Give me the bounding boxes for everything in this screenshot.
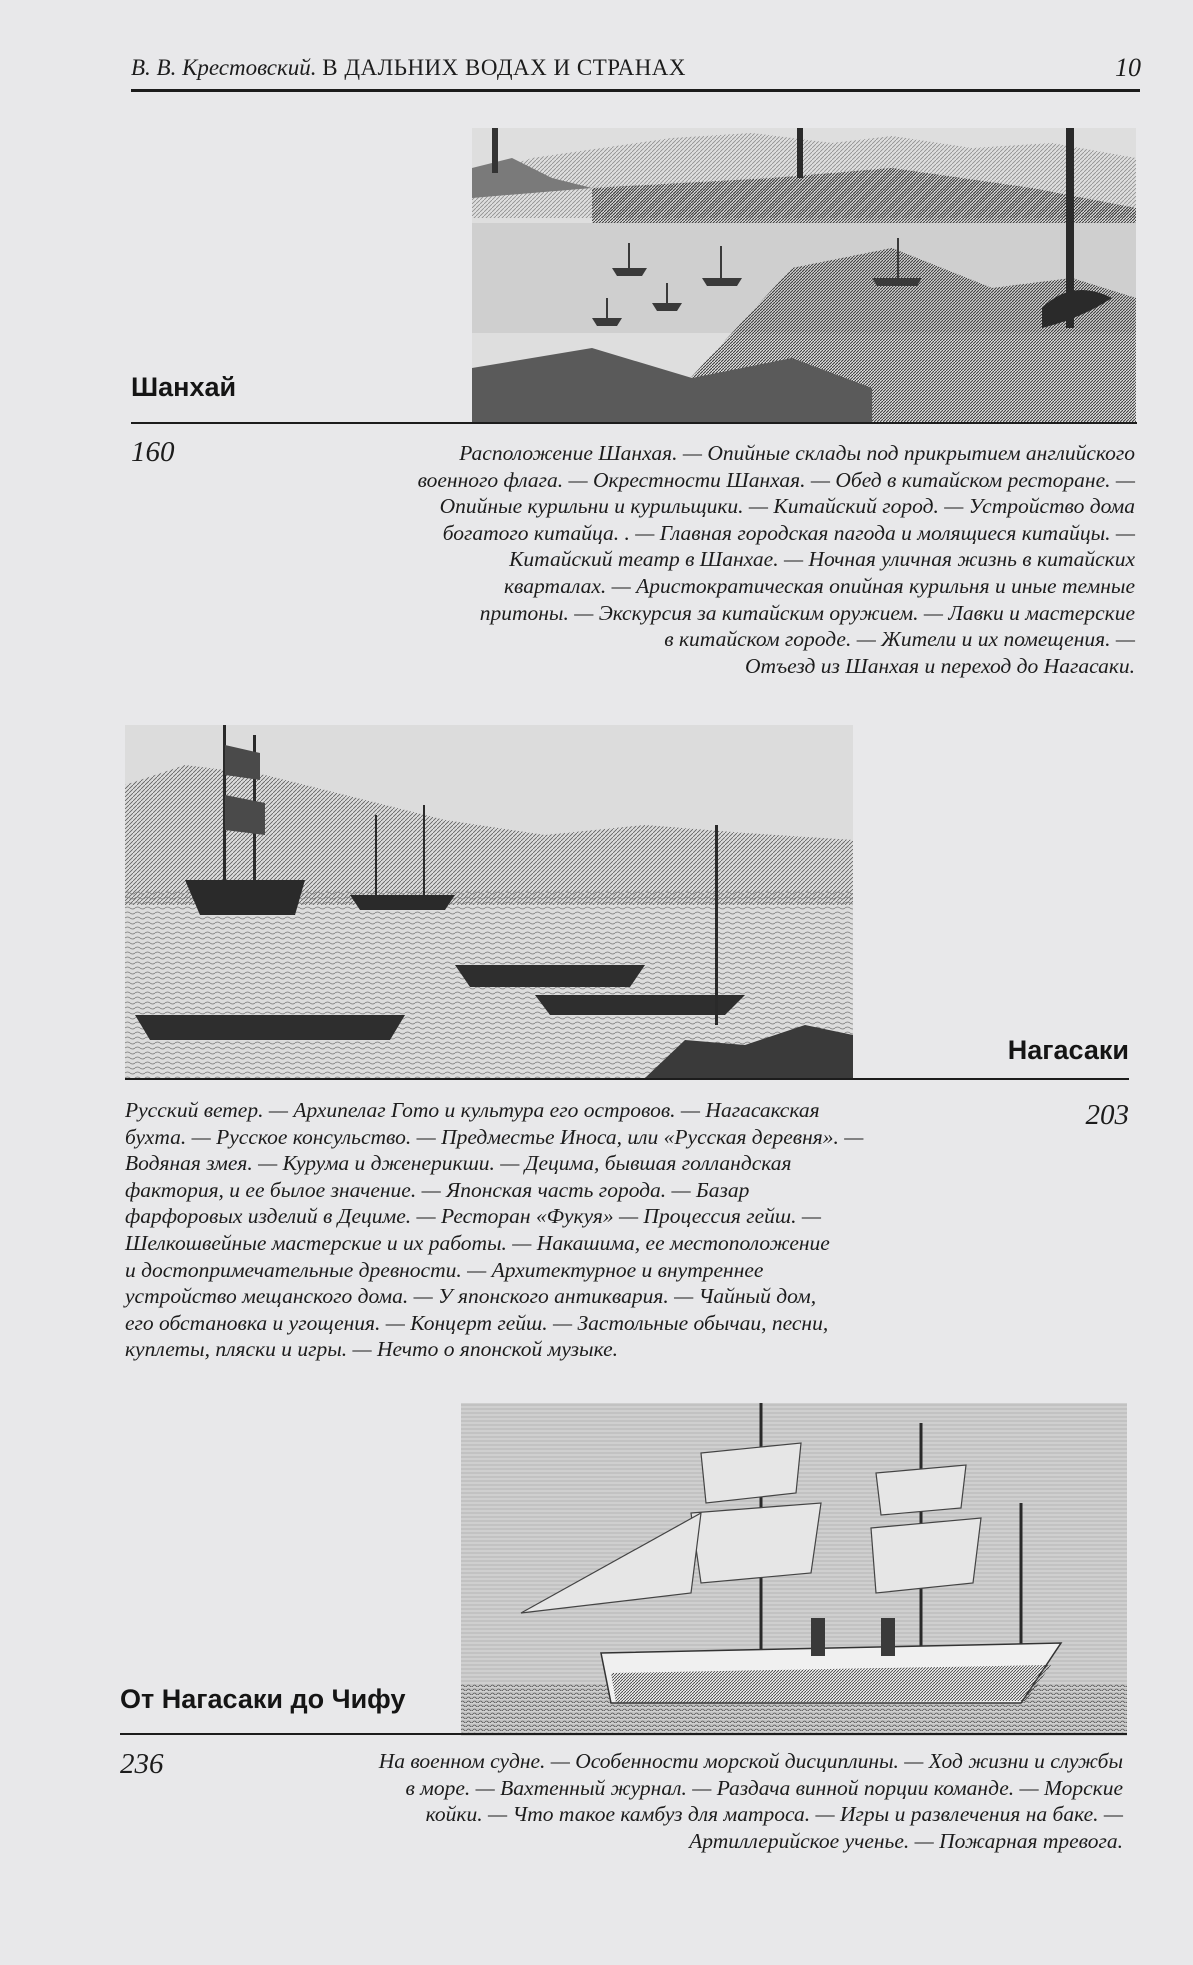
running-title xyxy=(131,55,686,81)
summary-line: в китайском городе. — Жители и их помещения. — xyxy=(664,627,1135,652)
chapter-rule xyxy=(131,422,1137,424)
chapter-page-number: 160 xyxy=(131,436,175,468)
summary-line: богатого китайца. . — Главная городская пагода и молящиеся китайцы. — xyxy=(442,520,1135,545)
summary-line: Отъезд из Шанхая и переход до Нагасаки. xyxy=(744,653,1135,678)
summary-line: Шелкошвейные мастерские и их работы. — Накашима, ее местоположение xyxy=(125,1230,830,1255)
summary-line: На военном судне. — Особенности морской дисциплины. — Ход жизни и службы xyxy=(378,1749,1123,1773)
chapter-rule xyxy=(120,1733,1127,1735)
chapter-summary xyxy=(418,440,1135,679)
summary-line: его обстановка и угощения. — Концерт гейш. — Застольные обычаи, песни, xyxy=(125,1310,829,1335)
summary-line: Русский ветер. — Архипелаг Гото и культура его островов. — Нагасакская xyxy=(125,1098,820,1122)
chapter-illustration xyxy=(461,1403,1127,1736)
chapter-title-shanghai: Шанхай xyxy=(131,372,237,402)
summary-line: фактория, и ее былое значение. — Японская часть города. — Базар xyxy=(125,1177,750,1202)
header-rule xyxy=(131,89,1140,92)
summary-line: куплеты, пляски и игры. — Нечто о японской музыке. xyxy=(125,1337,619,1362)
summary-line: Китайский театр в Шанхае. — Ночная уличная жизнь в китайских xyxy=(509,547,1135,572)
chapter-title-nagasaki-chifu: От Нагасаки до Чифу xyxy=(120,1684,406,1714)
summary-line: военного флага. — Окрестности Шанхая. — Обед в китайском ресторане. — xyxy=(417,467,1135,492)
summary-line: бухта. — Русское консульство. — Предместье Иноса, или «Русская деревня». — xyxy=(125,1124,864,1149)
summary-line: фарфоровых изделий в Дециме. — Ресторан «Фукуя» — Процессия гейш. — xyxy=(125,1204,821,1229)
bay-with-ships-engraving-icon xyxy=(125,725,853,1078)
summary-line: и достопримечательные древности. — Архитектурное и внутреннее xyxy=(125,1257,764,1282)
summary-line: кварталах. — Аристократическая опийная курильня и иные темные xyxy=(504,573,1135,598)
summary-line: Водяная змея. — Курума и дженерикши. — Децима, бывшая голландская xyxy=(125,1151,792,1176)
sailing-warship-engraving-icon xyxy=(461,1403,1127,1736)
summary-line: в море. — Вахтенный журнал. — Раздача винной порции команде. — Морские xyxy=(405,1775,1123,1800)
harbor-town-engraving-icon xyxy=(472,128,1136,424)
summary-line: притоны. — Экскурсия за китайским оружием. — Лавки и мастерские xyxy=(479,600,1135,625)
summary-line: Артиллерийское ученье. — Пожарная тревога. xyxy=(689,1828,1123,1853)
chapter-summary xyxy=(379,1748,1123,1854)
summary-line: Расположение Шанхая. — Опийные склады под прикрытием английского xyxy=(459,441,1135,465)
chapter-illustration xyxy=(125,725,853,1078)
chapter-title-nagasaki: Нагасаки xyxy=(1007,1035,1129,1065)
summary-line: койки. — Что такое камбуз для матроса. — Игры и развлечения на баке. — xyxy=(425,1802,1123,1827)
summary-line: Опийные курильни и курильщики. — Китайский город. — Устройство дома xyxy=(439,494,1135,519)
chapter-illustration xyxy=(472,128,1136,424)
summary-line: устройство мещанского дома. — У японского антиквария. — Чайный дом, xyxy=(125,1284,817,1309)
chapter-summary xyxy=(125,1097,863,1363)
page-number: 10 xyxy=(1115,53,1141,82)
author-name: В. В. Крестовский. xyxy=(131,55,317,80)
chapter-page-number: 203 xyxy=(1085,1099,1129,1131)
book-title: В ДАЛЬНИХ ВОДАХ И СТРАНАХ xyxy=(322,55,687,80)
chapter-rule xyxy=(125,1078,1129,1080)
running-header xyxy=(131,55,1141,91)
chapter-page-number: 236 xyxy=(120,1748,164,1780)
